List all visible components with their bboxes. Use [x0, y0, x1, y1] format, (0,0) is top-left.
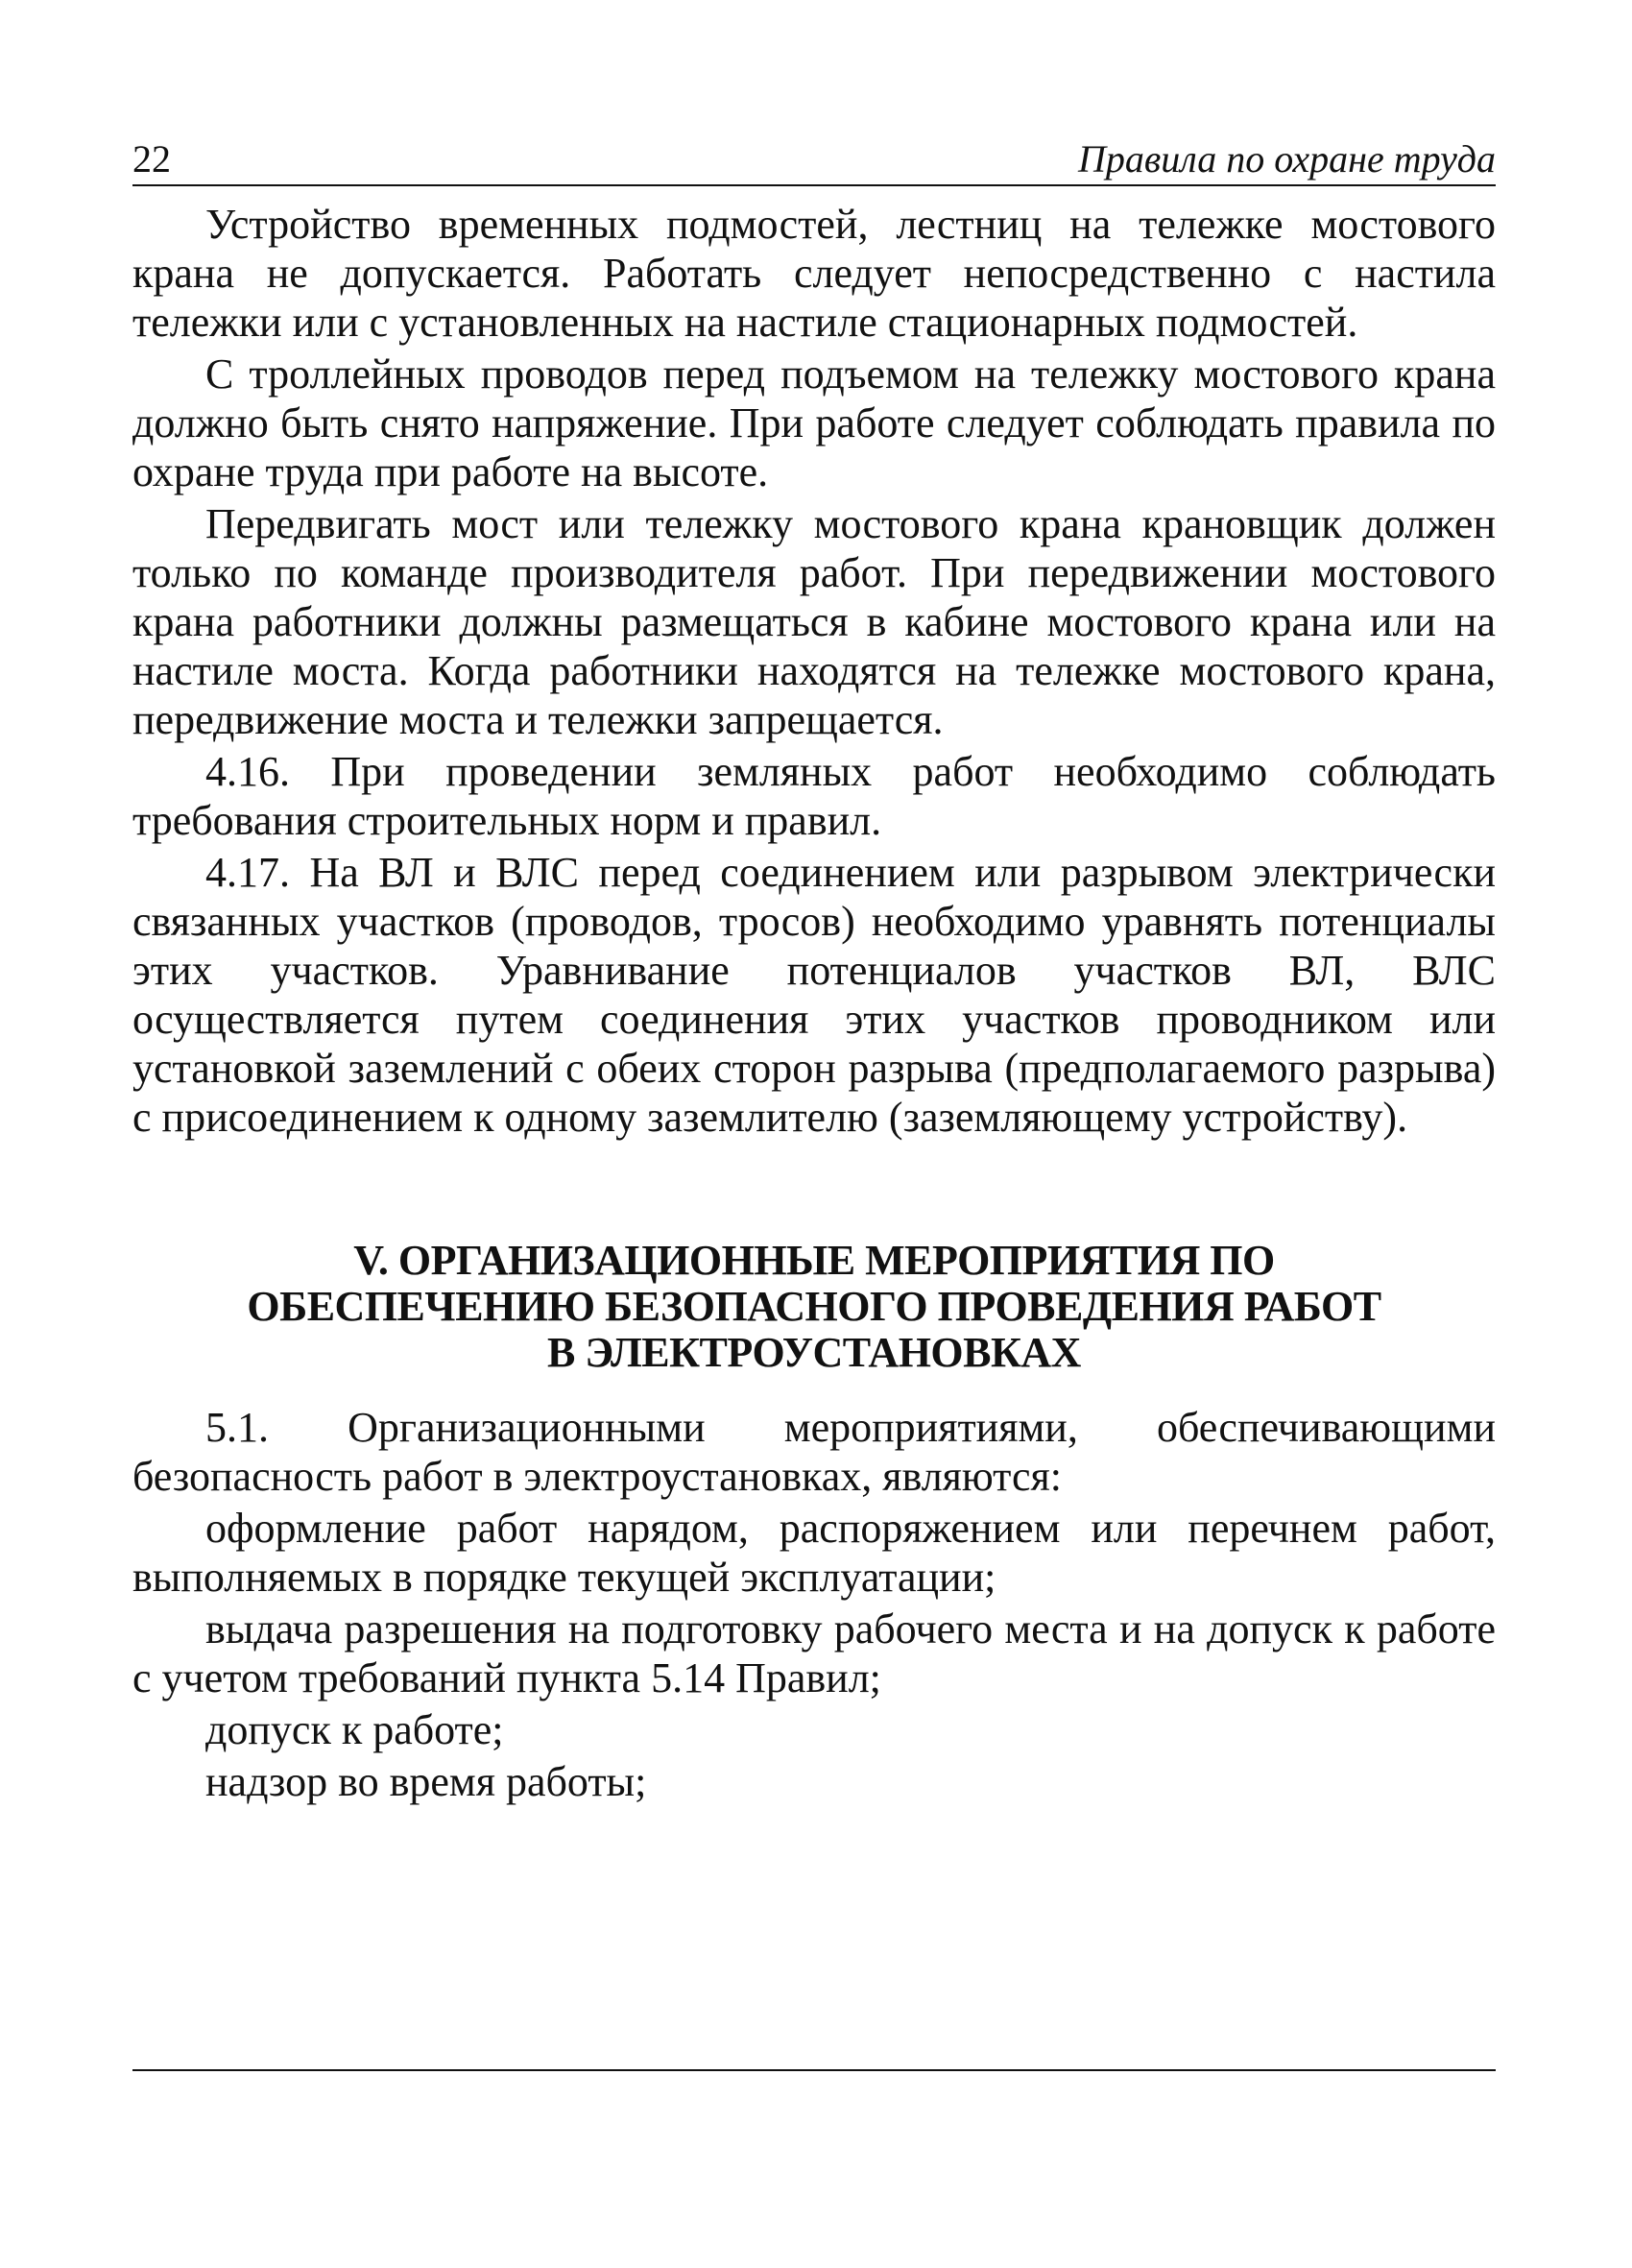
page-number: 22	[132, 137, 171, 181]
section-heading-line: V. ОРГАНИЗАЦИОННЫЕ МЕРОПРИЯТИЯ ПО	[353, 1237, 1275, 1284]
paragraph-4-17: 4.17. На ВЛ и ВЛС перед соединением или разрывом электрически связанных участков (проводов, тросов) необходимо уравнять потенциалы этих участков. Уравнивание потенциалов участков ВЛ, ВЛС осуществляется путем соединения этих участков проводником или установкой заземлений с обеих сторон разрыва (предполагаемого разрыва) с присоединением к одному заземлителю (заземляющему устройству).	[132, 849, 1496, 1141]
list-item: оформление работ нарядом, распоряжением или перечнем работ, выполняемых в порядке текущей эксплуатации;	[132, 1505, 1496, 1601]
paragraph-4-16: 4.16. При проведении земляных работ необходимо соблюдать требования строительных норм и правил.	[132, 748, 1496, 844]
section-heading-line: ОБЕСПЕЧЕНИЮ БЕЗОПАСНОГО ПРОВЕДЕНИЯ РАБОТ	[247, 1283, 1381, 1330]
list-item: выдача разрешения на подготовку рабочего места и на допуск к работе с учетом требований пункта 5.14 Правил;	[132, 1605, 1496, 1701]
paragraph: Передвигать мост или тележку мостового крана крановщик должен только по команде производителя работ. При передвижении мостового крана работники должны размещаться в кабине мостового крана или на настиле моста. Когда работники находятся на тележке мостового крана, передвижение моста и тележки запрещается.	[132, 500, 1496, 743]
list-item: надзор во время работы;	[205, 1758, 647, 1805]
section-heading	[132, 1238, 1496, 1376]
paragraph: С троллейных проводов перед подъемом на тележку мостового крана должно быть снято напряжение. При работе следует соблюдать правила по охране труда при работе на высоте.	[132, 350, 1496, 495]
running-title: Правила по охране труда	[1078, 137, 1496, 181]
document-page	[132, 125, 1496, 1806]
paragraph: Устройство временных подмостей, лестниц на тележке мостового крана не допускается. Работать следует непосредственно с настила тележки или с установленных на настиле стационарных подмостей.	[132, 201, 1496, 346]
section-heading-line: В ЭЛЕКТРОУСТАНОВКАХ	[547, 1329, 1081, 1376]
list-item: допуск к работе;	[205, 1706, 504, 1753]
body-text	[132, 200, 1496, 1806]
paragraph-5-1: 5.1. Организационными мероприятиями, обеспечивающими безопасность работ в электроустановках, являются:	[132, 1404, 1496, 1500]
footer-rule	[132, 2069, 1496, 2071]
page-header	[132, 125, 1496, 186]
